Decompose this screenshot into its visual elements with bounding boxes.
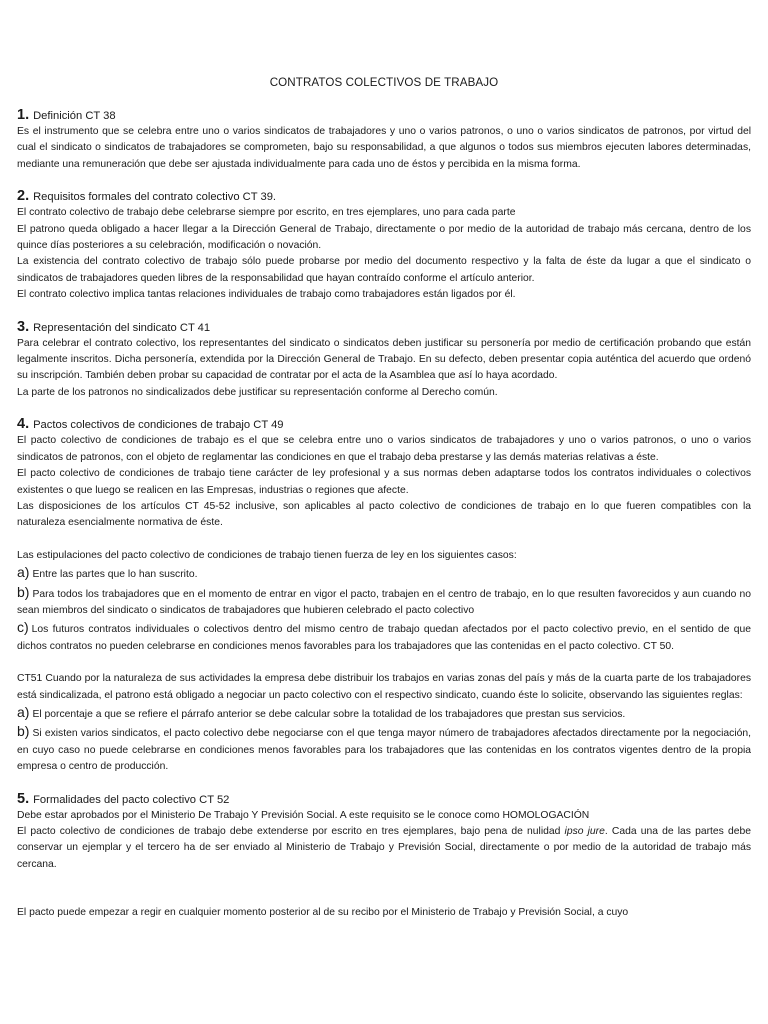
ct51-intro: CT51 Cuando por la naturaleza de sus actividades la empresa debe distribuir los trabajos en varias zonas del país y más de la cuarta parte de los trabajadores está sindicalizada, el patrono está obligado a negociar un pacto colectivo con el respectivo sindicato, cuando éste lo solicite, observando las siguientes reglas: — [17, 673, 751, 701]
list-item — [17, 619, 751, 655]
section-ref: CT 39. — [242, 191, 277, 204]
list-item — [17, 584, 751, 620]
section-heading — [17, 189, 751, 205]
list-item — [17, 564, 751, 583]
paragraph — [17, 824, 751, 873]
section-3 — [17, 320, 751, 402]
list-text: El porcentaje a que se refiere el párrafo anterior se debe calcular sobre la totalidad de los trabajadores que prestan sus servicios. — [32, 708, 626, 720]
section-5 — [17, 792, 751, 922]
section-number: 3. — [17, 318, 30, 335]
section-4 — [17, 417, 751, 775]
section-title: Representación del sindicato CT 41 — [33, 321, 211, 334]
list-letter: b) — [17, 583, 30, 600]
section-number: 4. — [17, 416, 30, 433]
paragraph: El pacto puede empezar a regir en cualquier momento posterior al de su recibo por el Ministerio de Trabajo y Previsión Social, a cuyo — [17, 907, 629, 919]
list-text: Entre las partes que lo han suscrito. — [32, 569, 198, 581]
list-text: Los futuros contratos individuales o colectivos dentro del mismo centro de trabajo quedan afectados por el pacto colectivo previo, en el sentido de que dichos contratos no pueden celebrarse en condiciones menos favorables para los trabajadores que las contenidas en el pacto colectivo. CT 50. — [17, 624, 751, 652]
list-item — [17, 723, 751, 775]
paragraph: Debe estar aprobados por el Ministerio De Trabajo Y Previsión Social. A este requisito se le conoce como HOMOLOGACIÓN — [17, 809, 590, 821]
paragraph: El patrono queda obligado a hacer llegar a la Dirección General de Trabajo, directamente o por medio de la autoridad de trabajo más cercana, dentro de los quince días posteriores a su celebración, modificación o novación. — [17, 223, 751, 252]
section-number: 5. — [17, 790, 30, 807]
section-ref: CT 38 — [85, 110, 116, 122]
paragraph-text: . Cada una de las partes debe conservar un ejemplar y el tercero ha de ser enviado al Ministerio de Trabajo y Previsión Social, directamente o por medio de la autoridad de trabajo más cercana. — [17, 826, 751, 870]
list-letter: c) — [17, 619, 29, 636]
paragraph: El pacto colectivo de condiciones de trabajo tiene carácter de ley profesional y a sus normas deben adaptarse todos los contratos individuales o colectivos existentes o que luego se realicen en las Empresas, industrias o regiones que afecte. — [17, 468, 751, 496]
section-heading — [17, 320, 751, 336]
paragraph: La parte de los patronos no sindicalizados debe justificar su representación conforme al Derecho común. — [17, 386, 498, 398]
section-title: Pactos colectivos de condiciones de trabajo CT 49 — [33, 419, 284, 432]
paragraph: El contrato colectivo implica tantas relaciones individuales de trabajo como trabajadores están ligados por él. — [17, 289, 516, 301]
section-heading — [17, 417, 751, 433]
document-title: CONTRATOS COLECTIVOS DE TRABAJO — [269, 76, 499, 89]
list-text: Si existen varios sindicatos, el pacto colectivo debe negociarse con el que tenga mayor número de trabajadores afectados directamente por la negociación, en cuyo caso no puede celebrarse en condiciones menos favorables para los trabajadores que las contenidas en los contratos vigentes dentro de la propia empresa o centro de producción. — [17, 728, 751, 773]
section-number: 2. — [17, 188, 30, 205]
paragraph: El pacto colectivo de condiciones de trabajo es el que se celebra entre uno o varios sindicatos de trabajadores y uno o varios patronos, o uno o varios sindicatos de patronos, con el objeto de reglamentar las condiciones en que el trabajo deba prestarse y las demás materias relativas a éste. — [17, 435, 751, 463]
list-letter: a) — [17, 564, 30, 581]
paragraph-text: El pacto colectivo de condiciones de trabajo debe extenderse por escrito en tres ejemplares, bajo pena de nulidad — [17, 826, 565, 837]
list-letter: a) — [17, 703, 30, 720]
paragraph: La existencia del contrato colectivo de trabajo sólo puede probarse por medio del documento respectivo y la falta de éste da lugar a que el sindicato o sindicatos de trabajadores queden libres de la responsabilidad que hayan contraído conforme el artículo anterior. — [17, 256, 751, 284]
section-title: Definición — [33, 110, 83, 122]
list-item — [17, 704, 751, 723]
paragraph: Para celebrar el contrato colectivo, los representantes del sindicato o sindicatos deben justificar su personería por medio de certificación probando que están legalmente inscritos. Dicha personería, extendida por la Dirección General de Trabajo. En su defecto, deben presentar copia auténtica del acuerdo que ordenó su inscripción. También deben probar su capacidad de contratar por el acta de la Asamblea que así lo haya acordado. — [17, 337, 751, 382]
section-ref: CT 52 — [199, 793, 230, 806]
section-heading — [17, 792, 751, 808]
section-2 — [17, 189, 751, 303]
section-1 — [17, 108, 751, 173]
latin-term: ipso jure — [564, 826, 605, 837]
section-title: Formalidades del pacto colectivo — [33, 793, 197, 806]
section-heading — [17, 108, 751, 124]
paragraph: El contrato colectivo de trabajo debe celebrarse siempre por escrito, en tres ejemplares, uno para cada parte — [17, 207, 516, 219]
paragraph: Es el instrumento que se celebra entre uno o varios sindicatos de trabajadores y uno o varios patronos, o uno o varios sindicatos de patronos, por virtud del cual el sindicato o sindicatos de trabajadores se comprometen, bajo su responsabilidad, a que algunos o todos sus miembros ejecuten labores determinadas, mediante una remuneración que debe ser ajustada individualmente para cada uno de éstos y percibida en la misma forma. — [17, 126, 751, 170]
section-number: 1. — [17, 107, 30, 123]
paragraph: Las disposiciones de los artículos CT 45-52 inclusive, son aplicables al pacto colectivo de condiciones de trabajo en lo que fueren compatibles con la naturaleza esencialmente normativa de éste. — [17, 500, 751, 529]
list-text: Para todos los trabajadores que en el momento de entrar en vigor el pacto, trabajen en el centro de trabajo, en lo que resulten favorecidos y aun cuando no sean miembros del sindicato o sindicatos de trabajadores que hubieren celebrado el pacto colectivo — [17, 588, 751, 616]
list-intro: Las estipulaciones del pacto colectivo de condiciones de trabajo tienen fuerza de ley en los siguientes casos: — [17, 549, 517, 561]
section-title: Requisitos formales del contrato colectivo — [33, 191, 240, 204]
list-letter: b) — [17, 723, 30, 740]
